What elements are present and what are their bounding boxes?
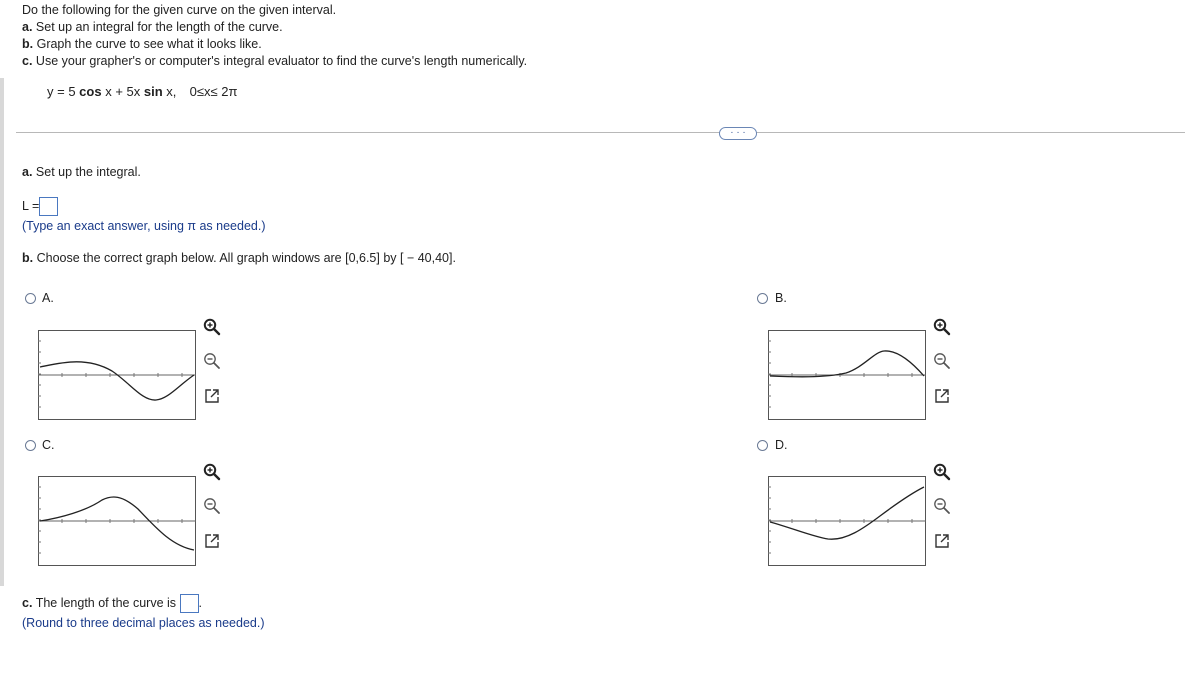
- expand-more-button[interactable]: · · ·: [719, 127, 757, 140]
- part-c-row: c. The length of the curve is .: [22, 593, 202, 613]
- section-divider: [16, 132, 1185, 133]
- option-d-radio[interactable]: [757, 440, 768, 451]
- option-b-zoom-out-icon[interactable]: [932, 351, 952, 371]
- curve-equation: y = 5 cos x + 5x sin x, 0≤x≤ 2π: [47, 84, 238, 99]
- option-a-radio[interactable]: [25, 293, 36, 304]
- option-a-zoom-out-icon[interactable]: [202, 351, 222, 371]
- option-c-radio[interactable]: [25, 440, 36, 451]
- instruction-part-b: b. Graph the curve to see what it looks like.: [22, 37, 262, 51]
- instruction-part-c: c. Use your grapher's or computer's integral evaluator to find the curve's length numerically.: [22, 54, 528, 68]
- part-b-prompt: b. Choose the correct graph below. All graph windows are [0,6.5] by [ − 40,40].: [22, 251, 456, 265]
- option-b-popout-icon[interactable]: [932, 386, 952, 406]
- option-d-graph: [768, 476, 926, 566]
- option-d-popout-icon[interactable]: [932, 531, 952, 551]
- option-c-label[interactable]: C.: [42, 438, 55, 452]
- part-c-hint: (Round to three decimal places as needed.): [22, 616, 265, 630]
- option-a-label[interactable]: A.: [42, 291, 54, 305]
- integral-answer-input[interactable]: [39, 197, 58, 216]
- option-a-popout-icon[interactable]: [202, 386, 222, 406]
- option-d-zoom-in-icon[interactable]: [932, 462, 952, 482]
- option-c-zoom-in-icon[interactable]: [202, 462, 222, 482]
- option-a-zoom-in-icon[interactable]: [202, 317, 222, 337]
- integral-answer-row: L =: [22, 196, 58, 216]
- left-margin-bar: [0, 78, 4, 586]
- option-d-label[interactable]: D.: [775, 438, 788, 452]
- length-answer-input[interactable]: [180, 594, 199, 613]
- part-a-hint: (Type an exact answer, using π as needed.): [22, 219, 266, 233]
- option-b-radio[interactable]: [757, 293, 768, 304]
- instructions-intro: Do the following for the given curve on the given interval.: [22, 3, 337, 17]
- option-d-zoom-out-icon[interactable]: [932, 496, 952, 516]
- option-b-label[interactable]: B.: [775, 291, 787, 305]
- option-c-graph: [38, 476, 196, 566]
- option-c-zoom-out-icon[interactable]: [202, 496, 222, 516]
- part-a-prompt: a. Set up the integral.: [22, 165, 141, 179]
- instruction-part-a: a. Set up an integral for the length of the curve.: [22, 20, 283, 34]
- option-b-graph: [768, 330, 926, 420]
- option-a-graph: [38, 330, 196, 420]
- option-b-zoom-in-icon[interactable]: [932, 317, 952, 337]
- option-c-popout-icon[interactable]: [202, 531, 222, 551]
